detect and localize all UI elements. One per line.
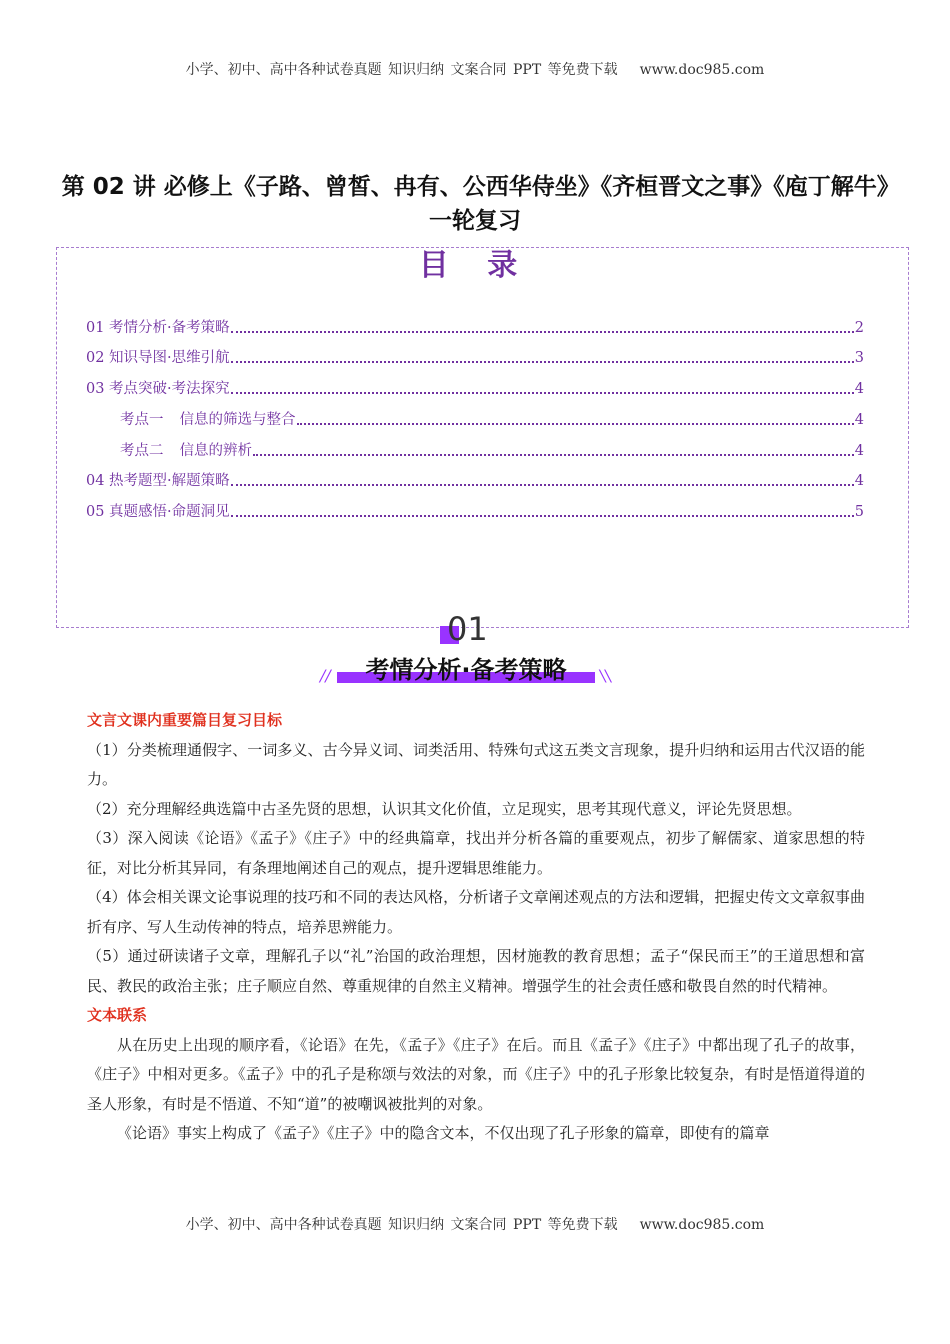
- toc-page: 5: [854, 504, 864, 520]
- toc-leader: [231, 379, 854, 394]
- toc-text: 信息的筛选与整合: [179, 412, 296, 428]
- toc-box: [56, 247, 909, 628]
- paragraph: 《论语》事实上构成了《孟子》《庄子》中的隐含文本，不仅出现了孔子形象的篇章，即使有的篇章: [117, 1124, 770, 1142]
- toc-prefix: 考点一: [120, 412, 164, 428]
- header-link[interactable]: www.doc985.com: [639, 62, 765, 78]
- toc-leader: [231, 348, 854, 363]
- goal-item: （1）分类梳理通假字、一词多义、古今异义词、词类活用、特殊句式这五类文言现象，提升归纳和运用古代汉语的能力。: [87, 740, 865, 788]
- toc-text: 信息的辨析: [179, 443, 252, 459]
- toc-leader: [231, 318, 854, 333]
- goal-item: （5）通过研读诸子文章，理解孔子以“礼”治国的政治理想，因材施教的教育思想；孟子“保民而王”的王道思想和富民、教民的政治主张；庄子顺应自然、尊重规律的自然主义精神。增强学生的社会责任感和敬畏自然的时代精神。: [87, 947, 865, 995]
- toc-page: 3: [854, 350, 864, 366]
- toc-prefix: 考点二: [120, 443, 164, 459]
- slash-decoration: //: [320, 666, 331, 685]
- toc-label: [120, 410, 296, 430]
- toc-label: 05 真题感悟·命题洞见: [86, 504, 230, 520]
- banner-title: 考情分析·备考策略: [365, 656, 567, 684]
- toc-label: 03 考点突破·考法探究: [86, 381, 230, 397]
- section-heading: 文言文课内重要篇目复习目标: [87, 711, 283, 729]
- toc-leader: [297, 410, 854, 425]
- toc-label: 01 考情分析·备考策略: [86, 320, 230, 336]
- toc-heading: 目 录: [418, 248, 532, 283]
- toc-leader: [231, 471, 854, 486]
- toc-leader: [231, 502, 854, 517]
- goal-item: （2）充分理解经典选篇中古圣先贤的思想，认识其文化价值，立足现实，思考其现代意义，评论先贤思想。: [87, 799, 802, 818]
- toc-page: 4: [854, 381, 864, 397]
- page-footer: [0, 1214, 950, 1234]
- toc-page: 2: [854, 320, 864, 336]
- toc-leader: [253, 441, 854, 456]
- toc-page: 4: [854, 473, 864, 489]
- toc-label: 02 知识导图·思维引航: [86, 350, 230, 366]
- toc-item[interactable]: [86, 348, 864, 368]
- toc-page: 4: [854, 412, 864, 428]
- toc-item[interactable]: [86, 471, 864, 491]
- toc-subitem[interactable]: [120, 410, 864, 430]
- toc-label: [120, 441, 252, 461]
- goal-item: （4）体会相关课文论事说理的技巧和不同的表达风格，分析诸子文章阐述观点的方法和逻辑，把握史传文文章叙事曲折有序、写人生动传神的特点，培养思辨能力。: [87, 888, 865, 936]
- footer-text: 小学、初中、高中各种试卷真题 知识归纳 文案合同 PPT 等免费下载: [185, 1217, 618, 1233]
- page-header: [0, 59, 950, 79]
- toc-label: 04 热考题型·解题策略: [86, 473, 230, 489]
- toc-item[interactable]: [86, 379, 864, 399]
- slash-decoration: //: [600, 666, 611, 685]
- toc-subitem[interactable]: [120, 441, 864, 461]
- banner-number: 01: [447, 610, 488, 648]
- toc-item[interactable]: [86, 502, 864, 522]
- toc-item[interactable]: [86, 318, 864, 338]
- document-body: [87, 706, 865, 1149]
- footer-link[interactable]: www.doc985.com: [639, 1217, 765, 1233]
- document-title: 第 02 讲 必修上《子路、曾皙、冉有、公西华侍坐》《齐桓晋文之事》《庖丁解牛》一轮复习: [61, 174, 889, 234]
- goal-item: （3）深入阅读《论语》《孟子》《庄子》中的经典篇章，找出并分析各篇的重要观点，初步了解儒家、道家思想的特征，对比分析其异同，有条理地阐述自己的观点，提升逻辑思维能力。: [87, 829, 865, 877]
- section-heading: 文本联系: [87, 1006, 148, 1024]
- header-text: 小学、初中、高中各种试卷真题 知识归纳 文案合同 PPT 等免费下载: [185, 62, 618, 78]
- toc-page: 4: [854, 443, 864, 459]
- paragraph: 从在历史上出现的顺序看，《论语》在先，《孟子》《庄子》在后。而且《孟子》《庄子》中都出现了孔子的故事，《庄子》中相对更多。《孟子》中的孔子是称颂与效法的对象，而《庄子》中的孔子形象比较复杂，有时是悟道得道的圣人形象，有时是不悟道、不知“道”的被嘲讽被批判的对象。: [87, 1035, 865, 1113]
